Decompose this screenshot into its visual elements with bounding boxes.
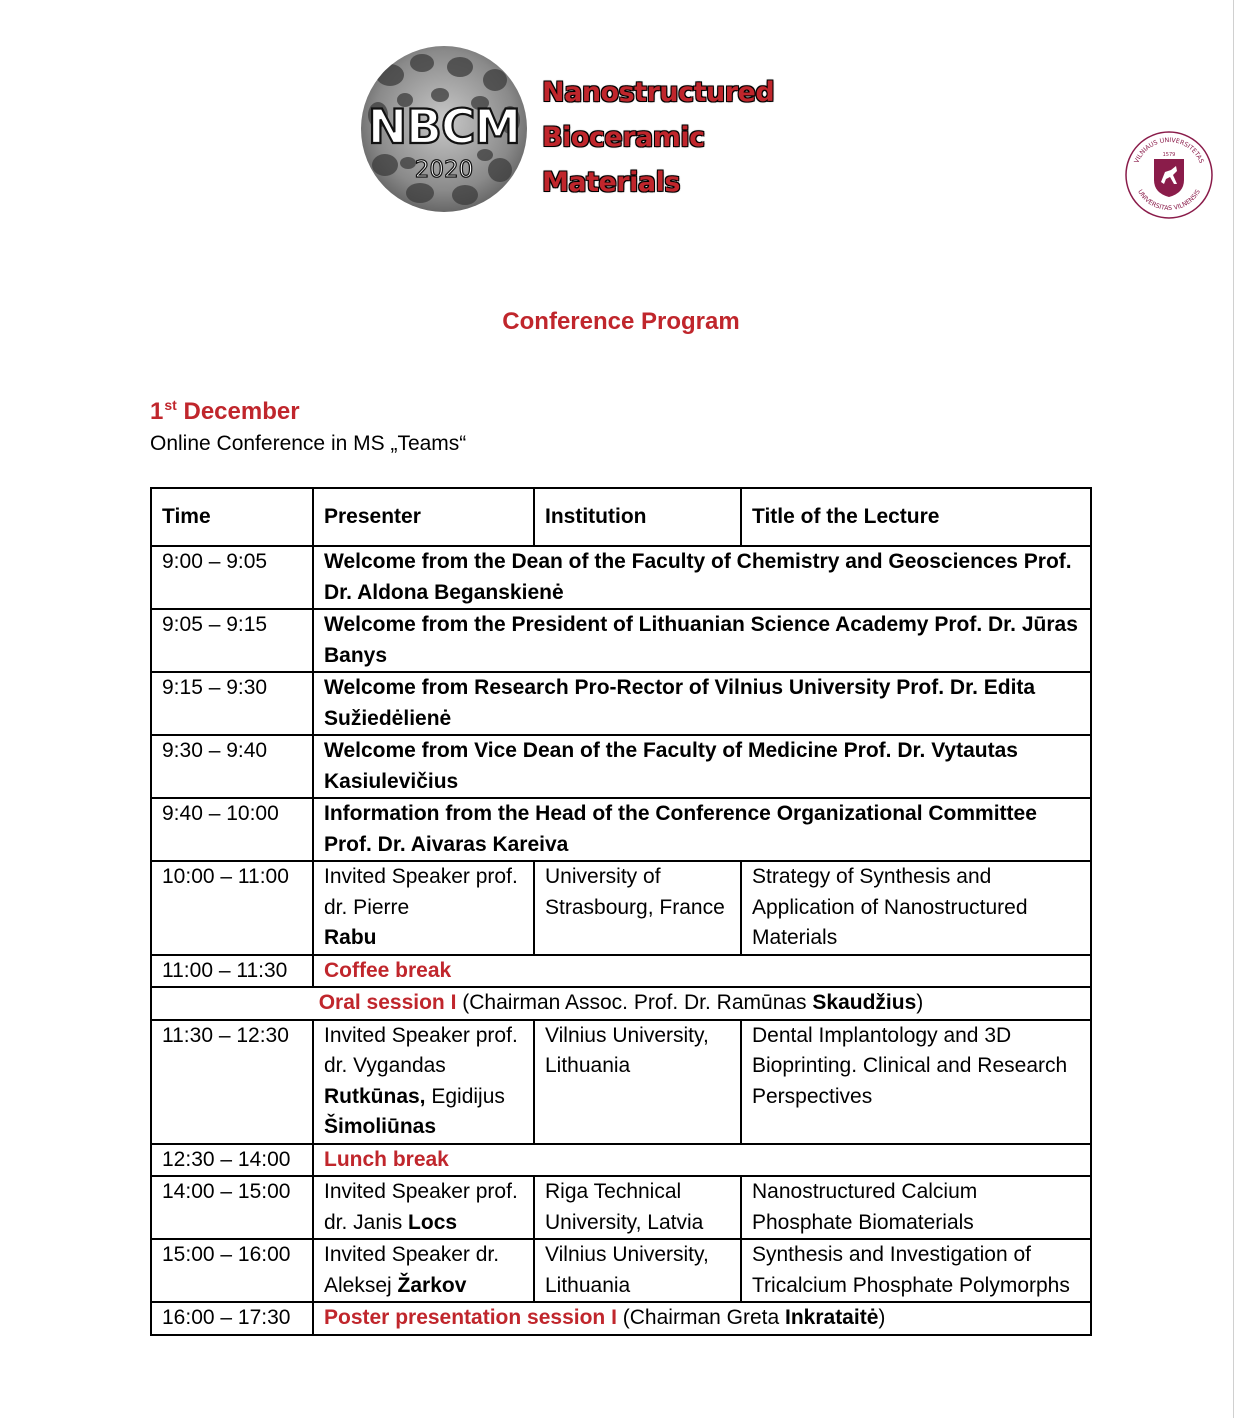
seal-year: 1579	[1162, 152, 1176, 158]
session-label: Oral session I	[318, 991, 457, 1014]
cell-presenter	[313, 1020, 534, 1144]
day-heading	[150, 397, 300, 426]
presenter-surname: Rutkūnas,	[324, 1084, 426, 1108]
schedule-table	[150, 487, 1092, 1336]
cell-time: 9:15 – 9:30	[151, 672, 313, 735]
table-row	[151, 1020, 1091, 1144]
poster-chair-close: )	[878, 1306, 886, 1329]
cell-time: 9:30 – 9:40	[151, 735, 313, 798]
presenter-text-2: Egidijus	[425, 1084, 505, 1108]
table-row	[151, 1239, 1091, 1302]
cell-institution: University of Strasbourg, France	[534, 861, 741, 955]
cell-welcome: Welcome from Research Pro-Rector of Vilnius University Prof. Dr. Edita Sužiedėlienė	[313, 672, 1091, 735]
poster-chair-surname: Inkrataitė	[785, 1306, 879, 1329]
logo-text-nbcm: NBCM	[367, 100, 521, 155]
cell-time: 15:00 – 16:00	[151, 1239, 313, 1302]
table-row	[151, 672, 1091, 735]
presenter-text: Invited Speaker dr. Aleksej	[324, 1243, 500, 1297]
document-title: Conference Program	[502, 308, 740, 335]
cell-institution: Riga Technical University, Latvia	[534, 1176, 741, 1239]
day-subtitle: Online Conference in MS „Teams“	[150, 432, 467, 455]
cell-time: 16:00 – 17:30	[151, 1302, 313, 1335]
session-chair-text: (Chairman Assoc. Prof. Dr. Ramūnas	[456, 991, 813, 1014]
cell-time: 9:40 – 10:00	[151, 798, 313, 861]
table-row	[151, 546, 1091, 609]
cell-welcome: Welcome from the Dean of the Faculty of Chemistry and Geosciences Prof. Dr. Aldona Beganskienė	[313, 546, 1091, 609]
day-month: December	[183, 398, 300, 425]
day-number: 1	[150, 398, 164, 425]
cell-time: 9:00 – 9:05	[151, 546, 313, 609]
cell-lecture-title: Dental Implantology and 3D Bioprinting. Clinical and Research Perspectives	[741, 1020, 1091, 1144]
presenter-text: Invited Speaker prof. dr. Vygandas	[324, 1023, 518, 1077]
cell-presenter	[313, 861, 534, 955]
brand-word-2: Bioceramic	[542, 122, 705, 153]
poster-chair-text: (Chairman Greta	[616, 1306, 785, 1329]
seal-text-bottom: UNIVERSITAS VILNENSIS	[1136, 188, 1202, 213]
session-chair-close: )	[916, 991, 924, 1014]
cell-time: 14:00 – 15:00	[151, 1176, 313, 1239]
cell-welcome: Welcome from Vice Dean of the Faculty of Medicine Prof. Dr. Vytautas Kasiulevičius	[313, 735, 1091, 798]
header-title: Title of the Lecture	[741, 488, 1091, 546]
cell-break-label: Lunch break	[313, 1144, 1091, 1177]
presenter-surname-2: Šimoliūnas	[324, 1115, 437, 1138]
logo-text-year: 2020	[414, 157, 474, 183]
table-row	[151, 609, 1091, 672]
cell-welcome: Information from the Head of the Conference Organizational Committee Prof. Dr. Aivaras Kareiva	[313, 798, 1091, 861]
presenter-surname: Žarkov	[397, 1273, 467, 1297]
header-presenter: Presenter	[313, 488, 534, 546]
cell-welcome: Welcome from the President of Lithuanian Science Academy Prof. Dr. Jūras Banys	[313, 609, 1091, 672]
presenter-surname: Locs	[408, 1210, 458, 1234]
cell-time: 11:00 – 11:30	[151, 955, 313, 988]
cell-time: 11:30 – 12:30	[151, 1020, 313, 1144]
brand-word-3: Materials	[542, 167, 680, 198]
poster-session-label: Poster presentation session I	[324, 1306, 617, 1329]
table-header-row	[151, 488, 1091, 546]
table-row	[151, 1176, 1091, 1239]
table-row	[151, 798, 1091, 861]
cell-break-label: Coffee break	[313, 955, 1091, 988]
nbcm-logo	[360, 45, 528, 213]
table-row	[151, 1302, 1091, 1335]
brand-word-1: Nanostructured	[542, 77, 775, 108]
cell-institution: Vilnius University, Lithuania	[534, 1020, 741, 1144]
presenter-surname: Rabu	[324, 926, 377, 949]
session-row	[151, 987, 1091, 1020]
brand-words	[542, 70, 774, 205]
table-row	[151, 735, 1091, 798]
header-institution: Institution	[534, 488, 741, 546]
table-row	[151, 861, 1091, 955]
cell-presenter	[313, 1176, 534, 1239]
table-row	[151, 955, 1091, 988]
cell-time: 10:00 – 11:00	[151, 861, 313, 955]
cell-presenter	[313, 1239, 534, 1302]
cell-time: 12:30 – 14:00	[151, 1144, 313, 1177]
presenter-text: Invited Speaker prof. dr. Pierre	[324, 865, 518, 919]
day-suffix: st	[164, 397, 177, 413]
session-chair-surname: Skaudžius	[812, 991, 917, 1014]
cell-institution: Vilnius University, Lithuania	[534, 1239, 741, 1302]
page-edge-line	[1233, 0, 1234, 1418]
seal-text-top: VILNIAUS UNIVERSITETAS	[1133, 136, 1205, 165]
header-time: Time	[151, 488, 313, 546]
cell-lecture-title: Nanostructured Calcium Phosphate Biomaterials	[741, 1176, 1091, 1239]
cell-lecture-title: Strategy of Synthesis and Application of Nanostructured Materials	[741, 861, 1091, 955]
cell-lecture-title: Synthesis and Investigation of Tricalcium Phosphate Polymorphs	[741, 1239, 1091, 1302]
seal-shield-icon	[1154, 159, 1184, 197]
cell-session	[151, 987, 1091, 1020]
vilnius-university-seal	[1124, 130, 1214, 220]
cell-time: 9:05 – 9:15	[151, 609, 313, 672]
presenter-text: Invited Speaker prof. dr. Janis	[324, 1180, 518, 1234]
cell-poster-session	[313, 1302, 1091, 1335]
table-row	[151, 1144, 1091, 1177]
